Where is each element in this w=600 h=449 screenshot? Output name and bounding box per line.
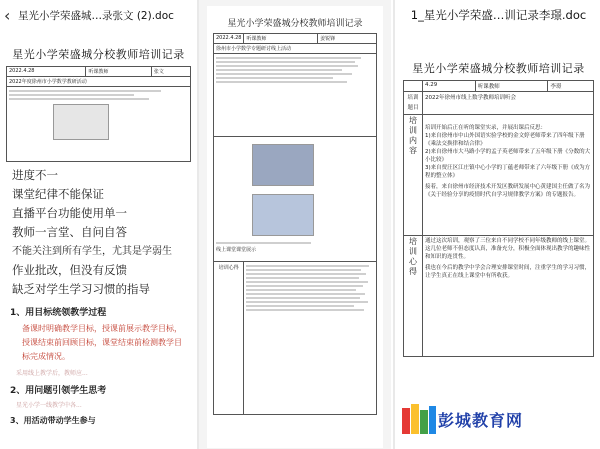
section-heading: 1、用目标统领教学过程	[10, 308, 107, 318]
section-note: 星光小学一线教学中各...	[16, 402, 82, 409]
left-topic: 2022年度徐州市小学数学教研活动	[7, 77, 191, 87]
right-record-table	[403, 80, 594, 357]
right-filename: 1_星光小学荣盛…训记录李璟.doc	[410, 8, 587, 22]
right-teacher-name: 李璟	[548, 81, 594, 92]
left-teacher-name: 张文	[151, 67, 190, 77]
right-teacher-label: 听课教师	[475, 81, 548, 92]
left-filename: 星光小学荣盛城…录张文 (2).doc	[18, 9, 174, 22]
left-record-table	[6, 66, 191, 162]
watermark-text: 彭城教育网	[438, 410, 524, 430]
section-heading: 3、用活动带动学生参与	[10, 416, 96, 425]
note-line: 缺乏对学生学习习惯的指导	[12, 282, 150, 296]
books-logo-icon	[400, 402, 438, 436]
section-body: 备课时明确教学目标，授课前展示教学目标，授课结束前回顾目标，课堂结束前检测教学目标完成情况。	[22, 324, 182, 361]
right-reflection-label: 培训心得	[404, 236, 423, 357]
right-date: 4.29	[423, 81, 476, 92]
note-line: 教师一言堂、自问自答	[12, 225, 127, 239]
center-record-table	[213, 33, 377, 415]
center-topic: 徐州市小学数学专题研讨线上活动	[214, 44, 377, 54]
center-teacher-name: 姜锐锋	[318, 34, 377, 44]
center-date: 2022.4.28	[214, 34, 244, 44]
right-reflection-text: 通过这次培训，观察了三位来自不同学校不同年级教师的线上课堂。这几位老师不但态度认真，准备充分，积极全面体现出教学的趣味性和知识的连贯性。	[425, 238, 591, 260]
center-photo-2	[252, 194, 314, 236]
right-content-text: 培训开始后正在听的课堂实录，并展出课后反思： 1)来自徐州市中山外国语实验学校的金文婷老师带来了四年级下册《乘法交换律和结合律》 2)来自徐州市大马路小学的孟子英老师带来了五年级下册《分数的大小比较》 3)来自贾汪区江庄镇中心小学的丁蕴老师带来了六年级下册《成为方程的整立体》	[425, 125, 591, 179]
center-caption: 线上课堂课堂展示	[216, 247, 257, 253]
center-doc-title: 星光小学荣盛城分校教师培训记录	[227, 19, 363, 29]
center-side-label: 培训心得	[214, 262, 244, 415]
section-note: 采用线上教学后，教师应...	[16, 370, 88, 377]
left-document-viewer	[0, 0, 199, 449]
note-line: 作业批改，但没有反馈	[12, 263, 127, 277]
site-watermark	[400, 402, 523, 436]
left-date: 2022.4.28	[7, 67, 86, 77]
right-content-text-b: 接着，来自徐州市经济技术开发区教研发展中心黄建国主任做了名为《关于经验分享的疫情时代自学习规律教学方案》的专题报告。	[425, 184, 591, 198]
center-document-viewer	[199, 0, 391, 449]
center-teacher-label: 听课教师	[244, 34, 318, 44]
left-teacher-label: 听课教师	[86, 67, 151, 77]
note-line: 课堂纪律不能保证	[12, 187, 104, 201]
right-content-label: 培训内容	[404, 115, 423, 236]
right-topic: 2022年徐州市线上数学教师培训听会	[423, 92, 594, 115]
left-screenshot-image	[53, 104, 109, 140]
left-doc-title: 星光小学荣盛城分校教师培训记录	[12, 48, 185, 61]
right-document-viewer	[393, 0, 600, 449]
left-titlebar	[0, 0, 197, 30]
note-line: 直播平台功能使用单一	[12, 206, 127, 220]
right-titlebar	[395, 0, 600, 30]
section-heading: 2、用问题引领学生思考	[10, 386, 107, 396]
right-doc-title: 星光小学荣盛城分校教师培训记录	[412, 62, 585, 75]
right-reflection-text-b: 我也在今后的教学中学会合理安排课堂时间，注重学生的学习习惯，让学生真正在线上课堂中有所收获。	[425, 265, 591, 279]
note-line: 不能关注到所有学生，尤其是学弱生	[12, 246, 172, 257]
left-handwritten-notes	[0, 166, 197, 299]
right-topic-label: 培训题目	[404, 92, 423, 115]
note-line: 进度不一	[12, 168, 58, 182]
center-photo-1	[252, 144, 314, 186]
back-arrow-icon[interactable]: ‹	[4, 5, 11, 25]
